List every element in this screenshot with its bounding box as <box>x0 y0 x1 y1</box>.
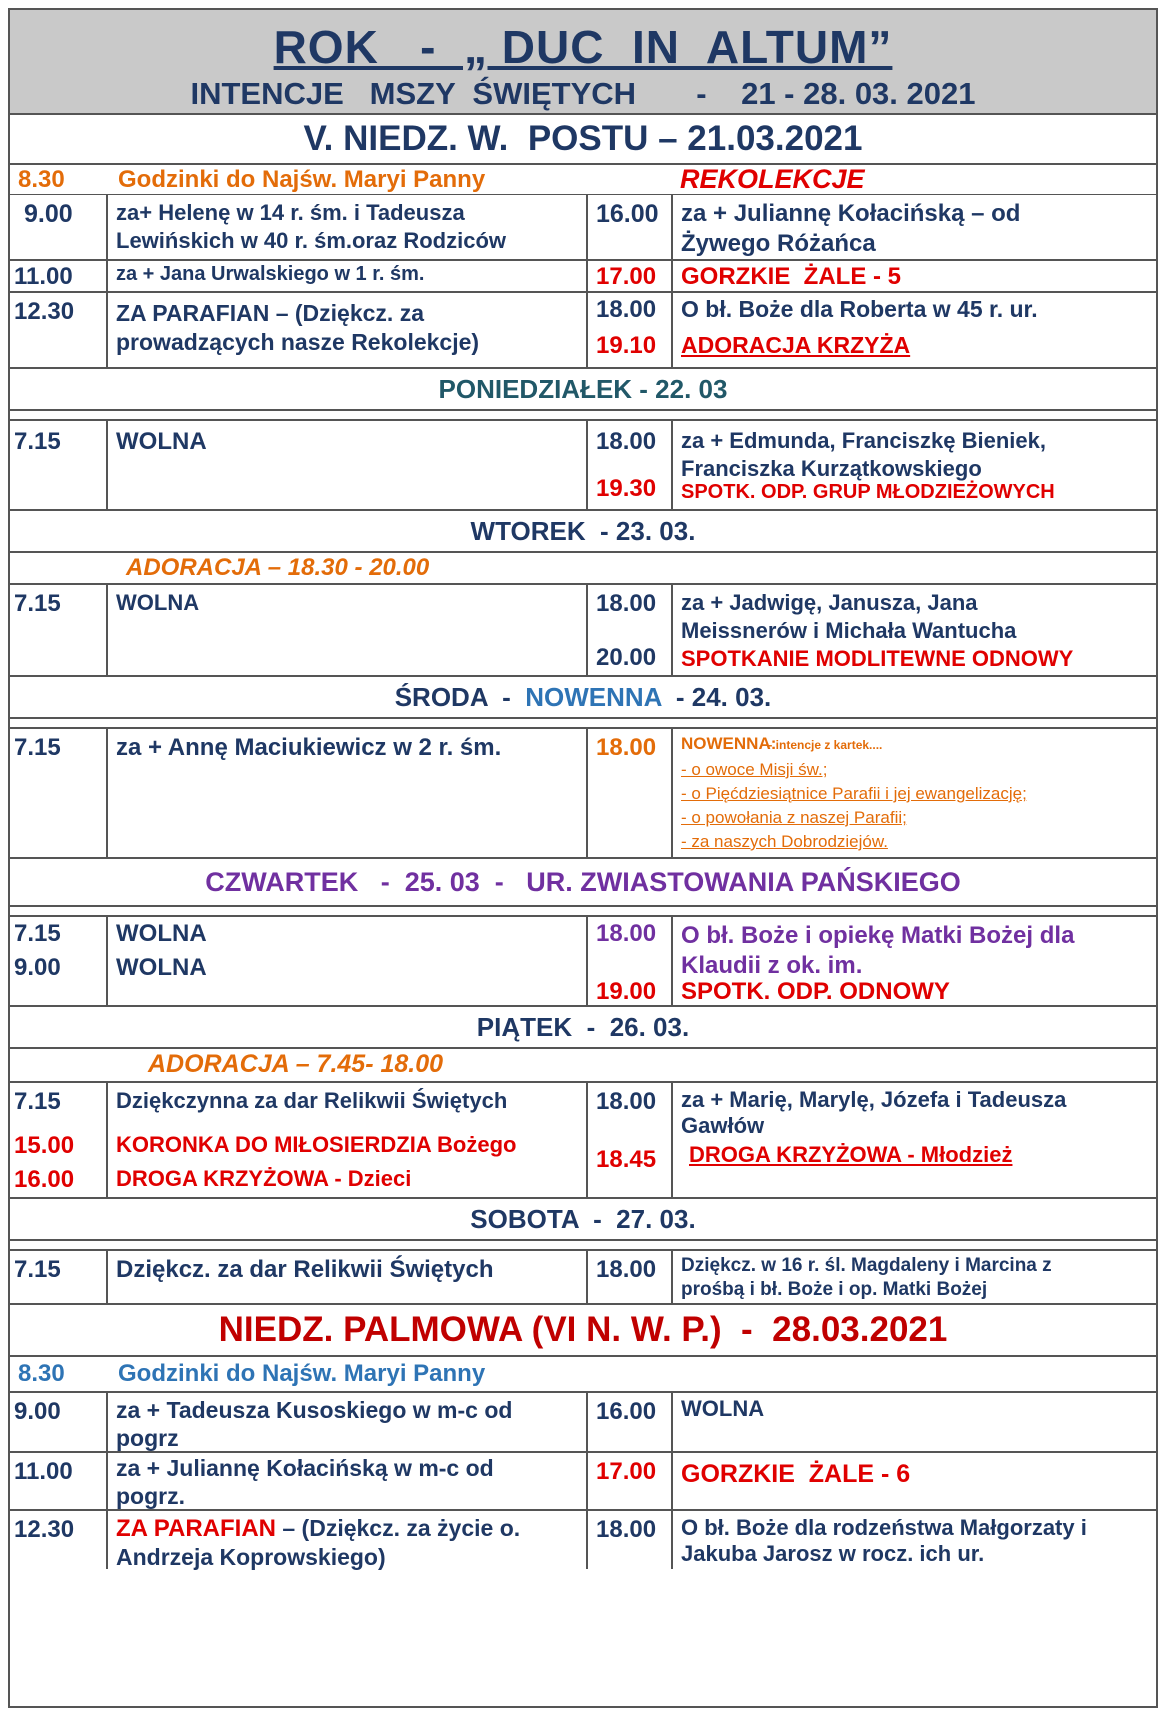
godzinki-text: Godzinki do Najśw. Maryi Panny <box>118 166 486 193</box>
za-parafian-label: ZA PARAFIAN <box>116 1515 276 1542</box>
godzinki-row-1 <box>10 165 1156 195</box>
nowenna-item: - o Pięćdziesiątnice Parafii i jej ewangelizację; <box>681 784 1027 803</box>
mass-time: 18.00 <box>596 920 657 947</box>
header <box>10 10 1156 115</box>
divider <box>10 907 1156 917</box>
mass-time: 12.30 <box>14 298 75 325</box>
nowenna-list <box>673 729 1156 857</box>
mass-intention: WOLNA <box>116 428 207 455</box>
nowenna-label: NOWENNA: <box>681 734 777 753</box>
divider <box>10 719 1156 729</box>
mass-time: 16.00 <box>596 200 659 228</box>
mass-row <box>10 1083 1156 1199</box>
day-heading-friday: PIĄTEK - 26. 03. <box>10 1007 1156 1049</box>
event-time: 18.45 <box>596 1146 657 1173</box>
mass-time: 16.00 <box>596 1398 657 1425</box>
mass-time: 18.00 <box>596 734 657 761</box>
mass-time: 7.15 <box>14 590 61 617</box>
mass-time: 18.00 <box>596 1256 657 1283</box>
mass-intention: za + Edmunda, Franciszkę Bieniek, Franciszka Kurzątkowskiego <box>681 428 1046 481</box>
day-heading-tuesday: WTOREK - 23. 03. <box>10 511 1156 553</box>
mass-row <box>10 1251 1156 1305</box>
divider <box>10 1241 1156 1251</box>
event-time: 17.00 <box>596 1458 657 1485</box>
mass-intention: O bł. Boże dla rodzeństwa Małgorzaty i Jakuba Jarosz w rocz. ich ur. <box>681 1515 1087 1567</box>
mass-intention-rest: – (Dziękcz. za życie o. Andrzeja Koprowskiego) <box>116 1515 521 1570</box>
adoracja-krzyza-label: ADORACJA KRZYŻA <box>681 332 911 358</box>
event-time: 20.00 <box>596 644 657 671</box>
mass-intention: WOLNA <box>116 954 207 981</box>
mass-row <box>10 729 1156 859</box>
mass-row <box>10 293 1156 369</box>
day-heading-monday: PONIEDZIAŁEK - 22. 03 <box>10 369 1156 411</box>
day-heading-sunday1: V. NIEDZ. W. POSTU – 21.03.2021 <box>10 115 1156 165</box>
wednesday-heading-date: - 24. 03. <box>661 682 772 712</box>
mass-time: 18.00 <box>596 428 657 455</box>
mass-time: 11.00 <box>14 263 73 290</box>
adoracja-label: ADORACJA – 18.30 - 20.00 <box>126 554 430 581</box>
mass-intention: Dziękcz. w 16 r. śl. Magdaleny i Marcina z prośbą i bł. Boże i op. Matki Bożej <box>681 1255 1052 1300</box>
mass-intention: za + Tadeusza Kusoskiego w m-c od pogrz <box>116 1397 513 1451</box>
mass-time: 18.00 <box>596 296 657 323</box>
mass-intention <box>116 1515 520 1571</box>
mass-time: 9.00 <box>14 954 61 981</box>
mass-intention: O bł. Boże i opiekę Matki Bożej dla Klaudii z ok. im. <box>681 922 1075 979</box>
mass-intention: Dziękczynna za dar Relikwii Świętych <box>116 1088 508 1113</box>
rekolekcje-label: REKOLEKCJE <box>680 164 865 194</box>
adoracja-row <box>10 553 1156 585</box>
day-heading-sunday2: NIEDZ. PALMOWA (VI N. W. P.) - 28.03.2021 <box>10 1305 1156 1357</box>
mass-row <box>10 195 1156 261</box>
mass-intention: ZA PARAFIAN – (Dziękcz. za prowadzących nasze Rekolekcje) <box>116 300 480 355</box>
mass-time: 7.15 <box>14 428 61 455</box>
wednesday-heading-day: ŚRODA - <box>394 682 526 712</box>
nowenna-item: - o owoce Misji św.; <box>681 760 828 779</box>
divider <box>10 411 1156 421</box>
nowenna-item: - za naszych Dobrodziejów. <box>681 832 888 851</box>
mass-intention: za+ Helenę w 14 r. śm. i Tadeusza Lewińskich w 40 r. śm.oraz Rodziców <box>116 200 507 253</box>
mass-row <box>10 1393 1156 1453</box>
mass-intention: Dziękcz. za dar Relikwii Świętych <box>116 1256 494 1283</box>
mass-time: 7.15 <box>14 1256 61 1283</box>
schedule-sheet <box>8 8 1158 1708</box>
mass-row <box>10 421 1156 511</box>
day-heading-wednesday <box>10 677 1156 719</box>
godzinki-time: 8.30 <box>18 1360 65 1387</box>
mass-row <box>10 1511 1156 1569</box>
mass-intention: za + Juliannę Kołacińską – od Żywego Różańca <box>681 200 1021 257</box>
adoracja-label: ADORACJA – 7.45- 18.00 <box>148 1050 444 1078</box>
mass-time: 18.00 <box>596 590 657 617</box>
mass-intention: WOLNA <box>116 590 200 615</box>
day-heading-thursday: CZWARTEK - 25. 03 - UR. ZWIASTOWANIA PAŃSKIEGO <box>10 859 1156 907</box>
adoracja-row <box>10 1049 1156 1083</box>
mass-time: 7.15 <box>14 920 61 947</box>
godzinki-row-2 <box>10 1357 1156 1393</box>
mass-row <box>10 917 1156 1007</box>
event-time: 16.00 <box>14 1166 75 1193</box>
mass-time: 18.00 <box>596 1516 657 1543</box>
event-time: 15.00 <box>14 1132 75 1159</box>
wednesday-heading-nowenna: NOWENNA <box>525 682 662 712</box>
youth-meeting-label: SPOTK. ODP. GRUP MŁODZIEŻOWYCH <box>681 481 1055 503</box>
nowenna-item: - o powołania z naszej Parafii; <box>681 808 907 827</box>
godzinki-time: 8.30 <box>18 166 65 193</box>
event-time: 17.00 <box>596 263 657 290</box>
day-heading-saturday: SOBOTA - 27. 03. <box>10 1199 1156 1241</box>
mass-time: 7.15 <box>14 1088 61 1115</box>
mass-time: 12.30 <box>14 1516 75 1543</box>
mass-time: 7.15 <box>14 734 61 761</box>
mass-time: 18.00 <box>596 1088 657 1115</box>
renewal-meeting-label: SPOTK. ODP. ODNOWY <box>681 978 950 1005</box>
mass-intention: WOLNA <box>116 920 207 947</box>
mass-time: 9.00 <box>24 200 73 228</box>
mass-row <box>10 585 1156 677</box>
mass-intention: za + Annę Maciukiewicz w 2 r. śm. <box>116 734 502 761</box>
mass-intention: O bł. Boże dla Roberta w 45 r. ur. <box>681 296 1038 322</box>
prayer-meeting-label: SPOTKANIE MODLITEWNE ODNOWY <box>681 646 1074 671</box>
event-time: 19.10 <box>596 332 657 359</box>
event-time: 19.30 <box>596 475 657 502</box>
event-time: 19.00 <box>596 978 657 1005</box>
mass-time: 9.00 <box>14 1398 61 1425</box>
droga-krzyzowa-youth-label: DROGA KRZYŻOWA - Młodzież <box>689 1142 1013 1167</box>
mass-time: 11.00 <box>14 1458 73 1485</box>
mass-intention: za + Marię, Marylę, Józefa i Tadeusza Gawłów <box>681 1087 1067 1139</box>
gorzkie-zale-label: GORZKIE ŻALE - 5 <box>681 263 902 290</box>
mass-intention: za + Jana Urwalskiego w 1 r. śm. <box>116 263 425 285</box>
mass-row <box>10 1453 1156 1511</box>
mass-intention: za + Jadwigę, Janusza, Jana Meissnerów i Michała Wantucha <box>681 590 1017 643</box>
page-subtitle: INTENCJE MSZY ŚWIĘTYCH - 21 - 28. 03. 2021 <box>190 76 976 111</box>
gorzkie-zale-label: GORZKIE ŻALE - 6 <box>681 1460 911 1488</box>
koronka-label: KORONKA DO MIŁOSIERDZIA Bożego <box>116 1132 517 1157</box>
mass-row <box>10 261 1156 293</box>
nowenna-note: - intencje z kartek.... <box>765 738 883 752</box>
mass-intention: WOLNA <box>681 1396 765 1421</box>
mass-intention: za + Juliannę Kołacińską w m-c od pogrz. <box>116 1455 494 1509</box>
page-title: ROK - „ DUC IN ALTUM” <box>273 21 893 73</box>
droga-krzyzowa-kids-label: DROGA KRZYŻOWA - Dzieci <box>116 1166 412 1191</box>
godzinki-text: Godzinki do Najśw. Maryi Panny <box>118 1360 486 1387</box>
